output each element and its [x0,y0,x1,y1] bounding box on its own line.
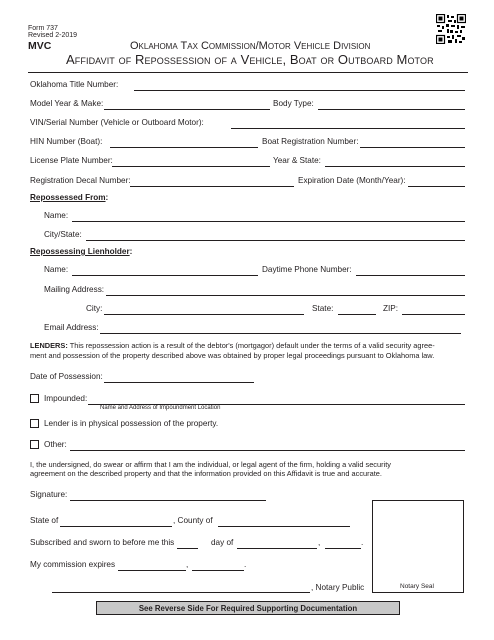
agency-name: Oklahoma Tax Commission/Motor Vehicle Division [130,40,371,52]
decal-field[interactable] [130,186,294,187]
impounded-checkbox[interactable] [30,394,39,403]
mailing-address-field[interactable] [106,295,465,296]
subscribed-label: Subscribed and sworn to before me this [30,538,175,547]
month-field[interactable] [237,548,317,549]
mailing-address-label: Mailing Address: [44,285,105,294]
city-label: City: [86,304,103,313]
affirmation-line2: agreement on the described property and that the information provided on this Affidavit is true and accurate. [30,469,382,478]
lienholder-name-field[interactable] [72,275,258,276]
form-title: Affidavit of Repossession of a Vehicle, Boat or Outboard Motor [66,52,434,67]
signature-field[interactable] [70,500,266,501]
date-of-possession-label: Date of Possession: [30,372,103,381]
lenders-statement-line2: ment and possession of the property described above was obtained by proper legal proceedings pursuant to Oklahoma law. [30,351,435,360]
day-field[interactable] [177,548,198,549]
comma-1: , [318,538,321,547]
model-year-make-field[interactable] [104,109,270,110]
zip-label: ZIP: [383,304,399,313]
email-field[interactable] [100,333,461,334]
state-of-label: State of [30,516,59,525]
title-number-label: Oklahoma Title Number: [30,80,119,89]
expiration-label: Expiration Date (Month/Year): [298,176,406,185]
lienholder-phone-label: Daytime Phone Number: [262,265,352,274]
debtor-name-label: Name: [44,211,69,220]
boat-registration-label: Boat Registration Number: [262,137,359,146]
period-2: . [244,560,247,569]
notary-public-label: , Notary Public [311,583,365,592]
zip-field[interactable] [402,314,465,315]
footer-banner-text: See Reverse Side For Required Supporting Documentation [138,604,358,613]
comma-2: , [186,560,189,569]
affirmation-line1: I, the undersigned, do swear or affirm that I am the individual, or legal agent of the firm, holding a valid security [30,460,391,469]
state-field[interactable] [338,314,376,315]
repossessed-from-heading: Repossessed From: [30,193,109,202]
lender-possession-checkbox[interactable] [30,419,39,428]
notary-seal-label: Notary Seal [400,583,434,590]
body-type-field[interactable] [318,109,465,110]
qr-code-icon [436,14,466,44]
decal-label: Registration Decal Number: [30,176,131,185]
boat-registration-field[interactable] [360,147,465,148]
notary-seal-box [372,500,464,593]
lender-possession-label: Lender is in physical possession of the property. [44,419,219,428]
lienholder-phone-field[interactable] [356,275,465,276]
notary-signature-field[interactable] [52,592,310,593]
debtor-city-state-label: City/State: [44,230,82,239]
form-code: MVC [28,40,52,52]
commission-label: My commission expires [30,560,116,569]
county-of-field[interactable] [218,526,350,527]
day-of-label: day of [211,538,234,547]
lenders-statement-line1: LENDERS: This repossession action is a result of the debtor's (mortgagor) default under the terms of a valid security agree- [30,341,435,350]
vin-label: VIN/Serial Number (Vehicle or Outboard Motor): [30,118,204,127]
body-type-label: Body Type: [273,99,314,108]
county-of-label: , County of [173,516,213,525]
debtor-city-state-field[interactable] [86,240,465,241]
model-year-make-label: Model Year & Make: [30,99,104,108]
email-label: Email Address: [44,323,99,332]
year-state-label: Year & State: [273,156,321,165]
expiration-field[interactable] [408,186,465,187]
lienholder-heading: Repossessing Lienholder: [30,247,133,256]
city-field[interactable] [104,314,304,315]
debtor-name-field[interactable] [72,221,465,222]
license-plate-field[interactable] [112,166,270,167]
title-number-field[interactable] [134,90,465,91]
signature-label: Signature: [30,490,68,499]
other-field[interactable] [70,450,465,451]
other-label: Other: [44,440,67,449]
state-label: State: [312,304,334,313]
hin-field[interactable] [110,147,258,148]
period-1: . [361,538,364,547]
year-state-field[interactable] [325,166,465,167]
state-of-field[interactable] [60,526,172,527]
form-number: Form 737 [28,25,58,32]
revision-date: Revised 2-2019 [28,32,78,39]
other-checkbox[interactable] [30,440,39,449]
commission-year-field[interactable] [192,570,244,571]
impound-caption: Name and Address of Impoundment Location [100,405,221,411]
year-field[interactable] [325,548,361,549]
commission-month-field[interactable] [118,570,186,571]
impounded-label: Impounded: [44,394,88,403]
header-divider [28,72,468,73]
lienholder-name-label: Name: [44,265,69,274]
hin-label: HIN Number (Boat): [30,137,103,146]
date-of-possession-field[interactable] [104,382,254,383]
vin-field[interactable] [231,128,465,129]
license-plate-label: License Plate Number: [30,156,113,165]
